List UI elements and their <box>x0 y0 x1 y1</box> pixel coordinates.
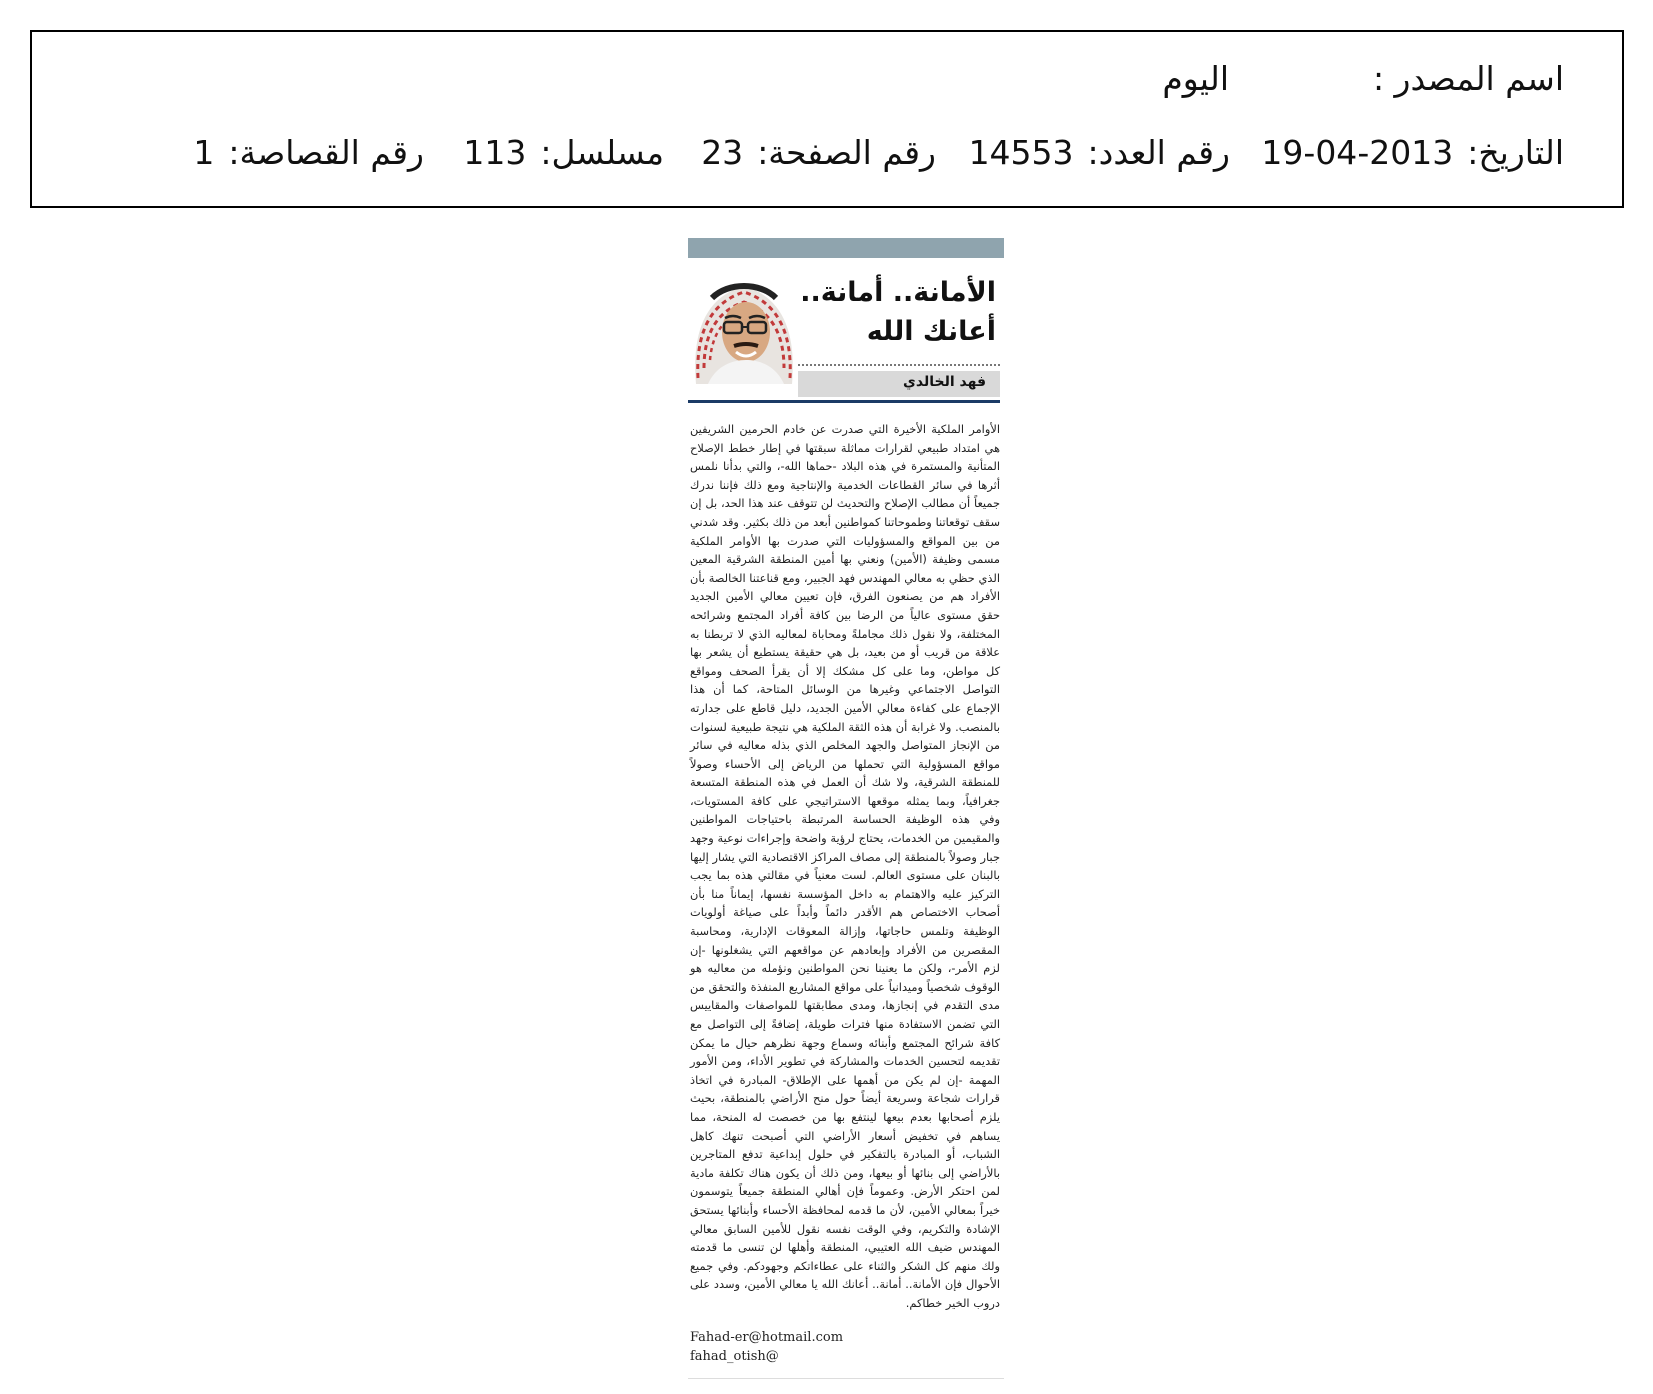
article-title <box>796 274 996 352</box>
serial-field <box>463 128 664 178</box>
article-title-line2: أعانك الله <box>866 316 996 347</box>
page-field <box>701 128 936 178</box>
article-body: الأوامر الملكية الأخيرة التي صدرت عن خادم الحرمين الشريفين هي امتداد طبيعي لقرارات مماثلة سبقتها في إطار خطط الإصلاح المتأنية والمستمرة في هذه البلاد -حماها الله-، والتي بدأنا نلمس أثرها في سائر القطاعات الخدمية والإنتاجية ومع ذلك فإننا ندرك جميعاً أن مطالب الإصلاح والتحديث لن تتوقف عند هذا الحد، بل إن سقف توقعاتنا وطموحاتنا كمواطنين أبعد من ذلك بكثير. وقد شدني من بين المواقع والمسؤوليات التي صدرت بها الأوامر الملكية مسمى وظيفة (الأمين) ونعني بها أمين المنطقة الشرقية المعين الذي حظي به معالي المهندس فهد الجبير، ومع قناعتنا الخالصة بأن الأفراد هم من يصنعون الفرق، فإن تعيين معالي الأمين الجديد حقق مستوى عالياً من الرضا بين كافة أفراد المجتمع وشرائحه المختلفة، ولا نقول ذلك مجاملةً ومحاباة لمعاليه الذي لا تربطنا به علاقة من قريب أو من بعيد، بل هي حقيقة يستطيع أن يشعر بها كل مواطن، وما على كل مشكك إلا أن يقرأ الصحف ومواقع التواصل الاجتماعي وغيرها من الوسائل المتاحة، كما أن هذا الإجماع على كفاءة معالي الأمين الجديد، دليل قاطع على جدارته بالمنصب. ولا غرابة أن هذه الثقة الملكية هي نتيجة طبيعية لسنوات من الإنجاز المتواصل والجهد المخلص الذي بذله معاليه في سائر مواقع المسؤولية التي تحملها من الرياض إلى الأحساء وصولاً للمنطقة الشرقية، ولا شك أن العمل في هذه المنطقة المتسعة جغرافياً، وبما يمثله موقعها الاستراتيجي على كافة المستويات، وفي هذه الوظيفة الحساسة المرتبطة باحتياجات المواطنين والمقيمين من الخدمات، يحتاج لرؤية واضحة وإجراءات نوعية وجهد جبار وصولاً بالمنطقة إلى مصاف المراكز الاقتصادية التي يشار إليها بالبنان على مستوى العالم. لست معنياً في مقالتي هذه بما يجب التركيز عليه والاهتمام به داخل المؤسسة نفسها، إيماناً منا بأن أصحاب الاختصاص هم الأقدر دائماً وأبداً على صياغة أولويات الوظيفة وتلمس حاجاتها، وإزالة المعوقات الإدارية، ومحاسبة المقصرين من الأفراد وإبعادهم عن مواقعهم التي يشغلونها -إن لزم الأمر-، ولكن ما يعنينا نحن المواطنين ونؤمله من معاليه هو الوقوف شخصياً وميدانياً على مواقع المشاريع المنفذة والتحقق من مدى التقدم في إنجازها، ومدى مطابقتها للمواصفات والمقاييس التي تضمن الاستفادة منها فترات طويلة، إضافةً إلى التواصل مع كافة شرائح المجتمع وأبنائه وسماع وجهة نظرهم حيال ما يمكن تقديمه لتحسين الخدمات والمشاركة في تطوير الأداء، ومن الأمور المهمة -إن لم يكن من أهمها على الإطلاق- المبادرة في اتخاذ قرارات شجاعة وسريعة أيضاً حول منح الأراضي بالمنطقة، بحيث يلزم أصحابها بعدم بيعها لينتفع بها من خصصت له المنحة، مما يساهم في تخفيض أسعار الأراضي التي أصبحت تنهك كاهل الشباب، أو المبادرة بالتفكير في حلول إبداعية تدفع المتاجرين بالأراضي إلى بنائها أو بيعها، ومن ذلك أن يكون هناك تكلفة مادية لمن احتكر الأرض. وعموماً فإن أهالي المنطقة جميعاً يتوسمون خيراً بمعالي الأمين، لأن ما قدمه لمحافظة الأحساء وأبنائها يستحق الإشادة والتكريم، وفي الوقت نفسه نقول للأمين السابق معالي المهندس ضيف الله العتيبي، المنطقة وأهلها لن تنسى ما قدمته ولك منهم كل الشكر والثناء على عطاءاتكم وجهودكم. وفي جميع الأحوال فإن الأمانة.. أمانة.. أعانك الله يا معالي الأمين، وسدد على دروب الخير خطاكم. <box>690 422 1000 1310</box>
source-value: اليوم <box>1162 59 1229 98</box>
page-value: 23 <box>701 133 744 172</box>
article-title-line1: الأمانة.. أمانة.. <box>800 277 996 308</box>
issue-label: رقم العدد: <box>1087 133 1230 172</box>
header-row-source <box>72 54 1564 104</box>
author-name: فهد الخالدي <box>903 374 986 390</box>
issue-value: 14553 <box>968 133 1074 172</box>
source-value-field <box>1162 54 1229 104</box>
issue-field <box>969 128 1230 178</box>
clipping-top-bar <box>688 238 1004 258</box>
title-rule <box>688 400 1000 403</box>
header-row-meta <box>72 128 1564 178</box>
clipping-header <box>30 30 1624 208</box>
page-label: رقم الصفحة: <box>757 133 936 172</box>
date-label: التاريخ: <box>1467 133 1564 172</box>
author-portrait-icon <box>688 268 800 384</box>
serial-value: 113 <box>463 133 527 172</box>
clip-value: 1 <box>193 133 215 172</box>
date-field <box>1261 128 1564 178</box>
clip-field <box>193 128 424 178</box>
serial-label: مسلسل: <box>540 133 664 172</box>
source-label: اسم المصدر : <box>1372 59 1564 98</box>
newspaper-clipping <box>688 238 1004 1380</box>
date-value: 2013-04-19 <box>1261 133 1454 172</box>
author-email: Fahad-er@hotmail.com <box>690 1330 844 1345</box>
clipping-bottom-line <box>688 1378 1004 1379</box>
author-twitter: fahad_otish@ <box>690 1349 779 1364</box>
author-contacts <box>690 1328 1000 1366</box>
author-bar <box>798 371 1000 397</box>
title-dotted-divider <box>798 364 1000 366</box>
clip-label: رقم القصاصة: <box>228 133 424 172</box>
source-field <box>1373 54 1564 104</box>
article-title-block <box>688 260 1004 390</box>
